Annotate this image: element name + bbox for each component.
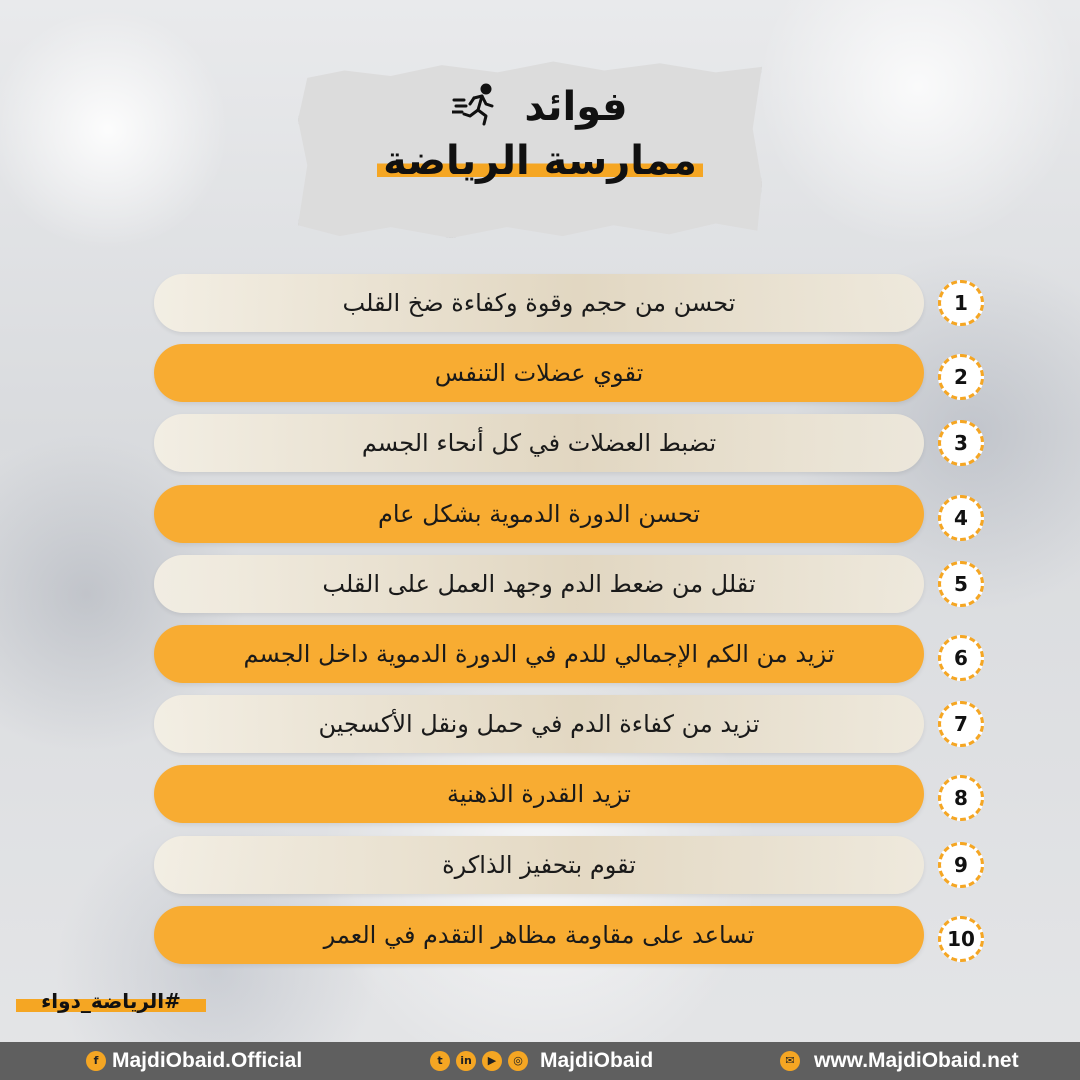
footer-website[interactable] — [780, 1042, 1019, 1080]
benefit-text: تساعد على مقاومة مظاهر التقدم في العمر — [323, 921, 755, 949]
benefit-number-badge: 1 — [938, 280, 984, 326]
social-handle: MajdiObaid — [540, 1049, 654, 1072]
benefit-row — [154, 765, 924, 823]
title-text-2: ممارسة الرياضة — [377, 138, 703, 184]
instagram-icon: ◎ — [508, 1051, 528, 1071]
footer-bar — [0, 1042, 1080, 1080]
benefit-number-badge: 9 — [938, 842, 984, 888]
benefit-text: تزيد القدرة الذهنية — [447, 780, 631, 808]
benefit-number-badge: 4 — [938, 495, 984, 541]
benefit-row — [154, 625, 924, 683]
benefit-row — [154, 485, 924, 543]
benefit-text: تحسن الدورة الدموية بشكل عام — [377, 500, 701, 528]
benefit-text: تقوم بتحفيز الذاكرة — [442, 851, 636, 879]
facebook-icon: f — [86, 1051, 106, 1071]
benefit-row — [154, 274, 924, 332]
benefit-row — [154, 555, 924, 613]
benefit-text: تضبط العضلات في كل أنحاء الجسم — [361, 429, 717, 457]
benefit-row — [154, 906, 924, 964]
benefit-text: تزيد من كفاءة الدم في حمل ونقل الأكسجين — [318, 710, 760, 738]
benefit-number-badge: 2 — [938, 354, 984, 400]
benefit-number-badge: 10 — [938, 916, 984, 962]
benefit-number-badge: 5 — [938, 561, 984, 607]
benefit-text: تزيد من الكم الإجمالي للدم في الدورة الدموية داخل الجسم — [243, 640, 835, 668]
youtube-icon: ▶ — [482, 1051, 502, 1071]
benefit-text: تحسن من حجم وقوة وكفاءة ضخ القلب — [342, 289, 736, 317]
footer-facebook[interactable] — [86, 1042, 302, 1080]
benefit-number-badge: 6 — [938, 635, 984, 681]
mail-icon: ✉ — [780, 1051, 800, 1071]
benefit-row — [154, 695, 924, 753]
benefit-row — [154, 344, 924, 402]
linkedin-icon: in — [456, 1051, 476, 1071]
benefit-number-badge: 8 — [938, 775, 984, 821]
website-url: www.MajdiObaid.net — [814, 1049, 1019, 1072]
benefit-number-badge: 7 — [938, 701, 984, 747]
benefit-row — [154, 414, 924, 472]
benefit-text: تقلل من ضعط الدم وجهد العمل على القلب — [322, 570, 756, 598]
title-text-1: فوائد — [524, 84, 628, 130]
hashtag: #الرياضة_دواء — [16, 990, 206, 1012]
benefit-number-badge: 3 — [938, 420, 984, 466]
facebook-handle: MajdiObaid.Official — [112, 1049, 303, 1072]
twitter-icon: t — [430, 1051, 450, 1071]
footer-social[interactable] — [430, 1042, 653, 1080]
benefit-text: تقوي عضلات التنفس — [434, 359, 644, 387]
benefit-row — [154, 836, 924, 894]
